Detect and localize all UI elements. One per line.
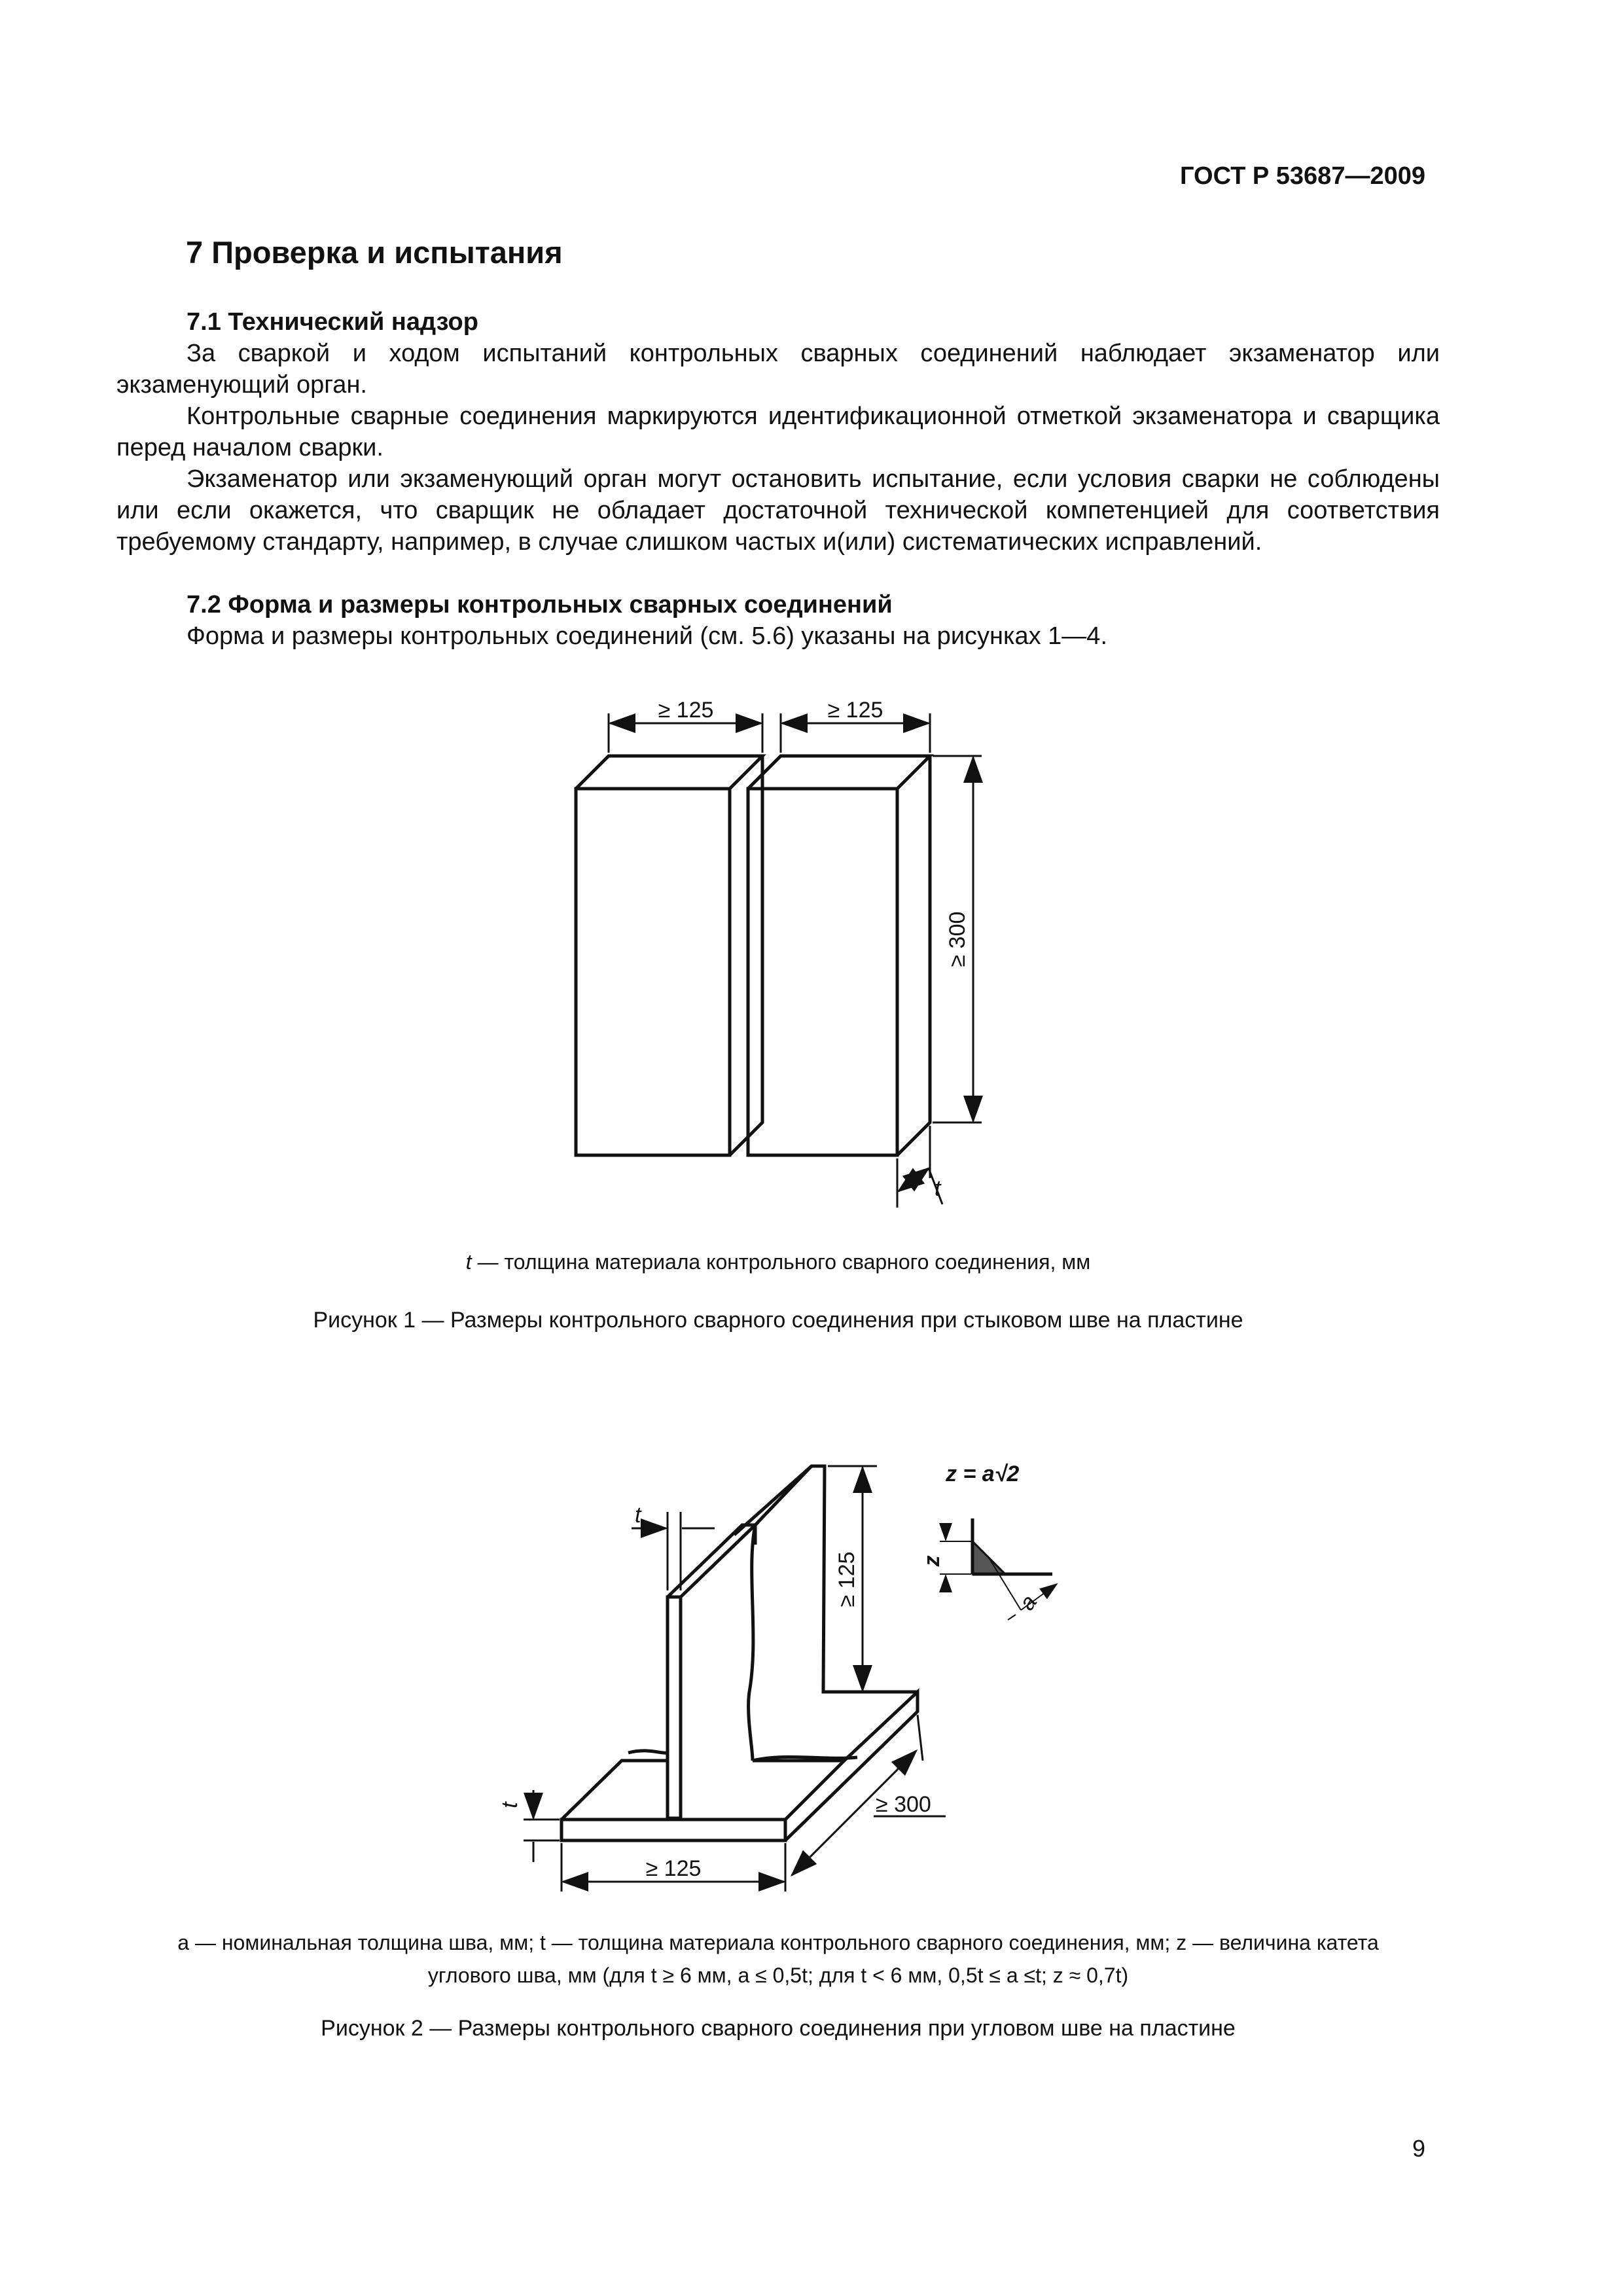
figure-2-legend: [116, 1926, 1440, 1992]
weld-z-label: z: [919, 1555, 944, 1567]
weld-a-label: a: [1014, 1590, 1042, 1615]
dim-right-width: ≥ 125: [827, 698, 883, 723]
base-plate-front: [562, 1820, 785, 1840]
dim-t-top: t: [635, 1503, 641, 1528]
legend-symbol: t: [465, 1250, 472, 1274]
legend-text: — толщина материала контрольного сварного соединения, мм: [471, 1250, 1091, 1274]
paragraph: Контрольные сварные соединения маркируются идентификационной отметкой экзаменатора и сварщика перед началом сварки.: [116, 403, 1440, 461]
paragraph: Экзаменатор или экзаменующий орган могут остановить испытание, если условия сварки не соблюдены или если окажется, что сварщик не обладает достаточной технической компетенцией для соответствия требуемому стандарту, например, в случае слишком частых и(или) систематических исправлений.: [116, 465, 1440, 556]
paragraph: За сваркой и ходом испытаний контрольных сварных соединений наблюдает экзаменатор или экзаменующий орган.: [116, 340, 1440, 399]
legend-line: углового шва, мм (для t ≥ 6 мм, a ≤ 0,5t; для t < 6 мм, 0,5t ≤ a ≤t; z ≈ 0,7t): [427, 1964, 1129, 1987]
dim-width-2: ≥ 125: [645, 1856, 702, 1881]
dim-height-2: ≥ 125: [834, 1551, 859, 1607]
dim-height: ≥ 300: [945, 911, 970, 967]
section-heading: 7 Проверка и испытания: [186, 235, 563, 270]
figure-1-caption: Рисунок 1 — Размеры контрольного сварного соединения при стыковом шве на пластине: [313, 1308, 1243, 1333]
paragraph: Форма и размеры контрольных соединений (см. 5.6) указаны на рисунках 1—4.: [187, 622, 1108, 650]
subsection-heading-7-2: 7.2 Форма и размеры контрольных сварных соединений: [187, 591, 893, 619]
dim-left-width: ≥ 125: [658, 698, 714, 723]
dim-t-side: t: [497, 1802, 522, 1808]
subsection-heading-7-1: 7.1 Технический надзор: [187, 308, 478, 336]
legend-line: a — номинальная толщина шва, мм; t — толщина материала контрольного сварного соединения, мм; z — величина катета: [177, 1931, 1379, 1954]
base-plate-top: [562, 1761, 668, 1820]
weld-formula: z = a√2: [946, 1462, 1020, 1486]
dim-thickness: t: [935, 1176, 941, 1201]
document-code: ГОСТ Р 53687—2009: [1180, 162, 1425, 190]
page-number: 9: [1412, 2135, 1425, 2162]
dim-length: ≥ 300: [876, 1792, 931, 1817]
figure-2-caption: Рисунок 2 — Размеры контрольного сварного соединения при угловом шве на пластине: [321, 2016, 1236, 2041]
vertical-plate-front: [668, 1597, 681, 1818]
